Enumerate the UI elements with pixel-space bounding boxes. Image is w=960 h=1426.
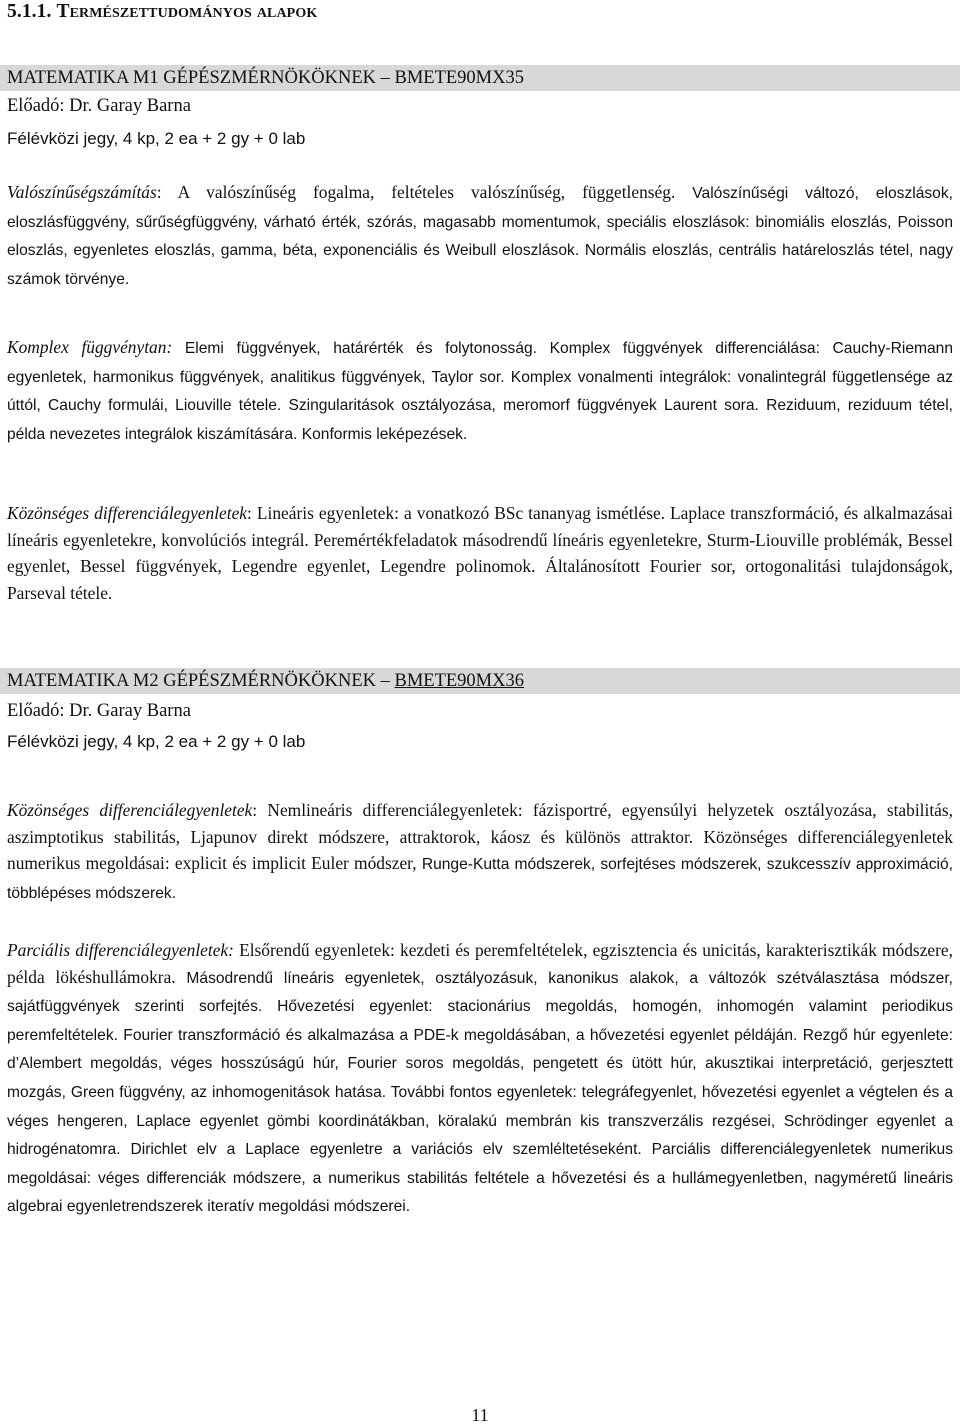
course-m2-credits: Félévközi jegy, 4 kp, 2 ea + 2 gy + 0 lab (7, 732, 306, 751)
course-m1-paragraph-ode: Közönséges differenciálegyenletek: Lineáris egyenletek: a vonatkozó BSc tananyag ismétlése. Laplace transzformáció, és alkalmazásai líneáris egyenletekre, konvolúciós integrál. Peremértékfeladatok másodrendű líneáris egyenletekre, Sturm-Liouville problémák, Bessel egyenlet, Bessel függvények, Legendre egyenlet, Legendre polinomok. Általánosított Fourier sor, ortogonalitási tulajdonságok, Parseval tétele. (7, 503, 954, 603)
topic-label: Közönséges differenciálegyenletek (7, 503, 248, 523)
paragraph-text: A valószínűség fogalma, feltételes valószínűség, függetlenség. (177, 182, 693, 202)
course-m1-paragraph-complex (7, 334, 953, 448)
paragraph-text-cont: Komplex függvények differenciálása: Cauchy-Riemann egyenletek, harmonikus függvények, analitikus függvények, Taylor sor. Komplex vonalmenti integrálok: vonalintegrál függetlensége az úttól, Cauchy formulái, Liouville tétele. Szingularitások osztályozása, meromorf függvények Laurent sora. Reziduum, reziduum tétel, példa nevezetes integrálok kiszámítására. Konformis leképezések. (7, 340, 954, 443)
paragraph-text-cont: Másodrendű líneáris egyenletek, osztályozásuk, kanonikus alakok, a változók szétválasztása módszer, sajátfüggvények szerinti sorfejtés. Hővezetési egyenlet: stacionárius megoldás, homogén, inhomogén valamint periodikus peremfeltételek. Fourier transzformáció és alkalmazása a PDE-k megoldásában, a hővezetési egyenlet példáján. Rezgő húr egyenlete: d’Alembert megoldás, véges hosszúságú húr, Fourier soros megoldás, pengetett és ütött húr, akusztikai interpretáció, gerjesztett mozgás, Green függvény, az inhomogenitások hatása. További fontos egyenletek: telegráfegyenlet, hővezetési egyenlet a végtelen és a véges hengeren, Laplace egyenlet gömbi koordinátákban, köralakú membrán kis transzverzális rezgései, Schrödinger egyenlet a hidrogénatomra. Dirichlet elv a Laplace egyenletre a variációs elv szemléltetéseként. Parciális differenciálegyenletek numerikus megoldásai: véges differenciák módszere, a numerikus stabilitás feltétele a hővezetési és a hullámegyenletben, nagyméretű lineáris algebrai egyenletrendszerek iteratív megoldási módszerei. (7, 969, 953, 1216)
lecturer-label: Előadó: Dr. (7, 96, 93, 116)
course-m2-title: MATEMATIKA M2 GÉPÉSZMÉRNÖKÖKNEK (7, 671, 376, 691)
lecturer-label: Előadó: Dr. (7, 701, 93, 721)
paragraph-text: Elemi függvények, határérték és folytonosság. (184, 340, 550, 357)
section-title: Természettudományos alapok (56, 1, 318, 22)
paragraph-text-cont: Laplace transzformáció, és alkalmazásai líneáris egyenletekre, konvolúciós integrál. Peremértékfeladatok másodrendű líneáris egyenletekre, Sturm-Liouville problémák, Bessel egyenlet, Bessel függvények, Legendre egyenlet, Legendre polinomok. Általánosított Fourier sor, ortogonalitási tulajdonságok, Parseval tétele. (7, 503, 954, 603)
section-heading (7, 1, 317, 23)
page-number: 11 (471, 1405, 489, 1425)
topic-label: Közönséges differenciálegyenletek (7, 800, 253, 820)
paragraph-text-cont: Runge-Kutta módszerek, sorfejtéses módszerek, szukcesszív approximáció, többlépéses módszerek. (7, 856, 954, 902)
course-m1-credits: Félévközi jegy, 4 kp, 2 ea + 2 gy + 0 lab (7, 129, 306, 148)
topic-label: Valószínűségszámítás (7, 182, 157, 202)
course-m1-title: MATEMATIKA M1 GÉPÉSZMÉRNÖKÖKNEK (7, 68, 376, 88)
topic-label: Komplex függvénytan: (7, 337, 173, 357)
course-m2-code: BMETE90MX36 (394, 671, 524, 691)
course-m1-paragraph-probability: Valószínűségszámítás: A valószínűség fogalma, feltételes valószínűség, függetlenség. Valószínűségi változó, eloszlások, eloszlásfüggvény, sűrűségfüggvény, várható érték, szórás, magasabb momentumok, speciális eloszlások: binomiális eloszlás, Poisson eloszlás, egyenletes eloszlás, gamma, béta, exponenciális és Weibull eloszlások. Normális eloszlás, centrális határeloszlás tétel, nagy számok törvénye. (7, 182, 953, 288)
course-m1-code: BMETE90MX35 (394, 68, 524, 88)
topic-label: Parciális differenciálegyenletek: (7, 940, 234, 960)
course-m2-paragraph-ode: Közönséges differenciálegyenletek: Nemlineáris differenciálegyenletek: fázisportré, egyensúlyi helyzetek osztályozása, stabilitás, aszimptotikus stabilitás, Ljapunov direkt módszere, attraktorok, káosz és különös attraktor. Közönséges differenciálegyenletek numerikus megoldásai: explicit és implicit Euler módszer, Runge-Kutta módszerek, sorfejtéses módszerek, szukcesszív approximáció, többlépéses módszerek. (7, 800, 954, 902)
paragraph-text: Lineáris egyenletek: a vonatkozó BSc tananyag ismétlése. (256, 503, 671, 523)
lecturer-name: Garay Barna (96, 701, 191, 721)
paragraph-text: Elsőrendű egyenletek: kezdeti és peremfeltételek, egzisztencia és unicitás, karakterisztikák módszere, példa lökéshullámokra. (7, 940, 953, 987)
paragraph-text: Nemlineáris differenciálegyenletek: fázisportré, egyensúlyi helyzetek osztályozása, stabilitás, aszimptotikus stabilitás, Ljapunov direkt módszere, attraktorok, káosz és különös attraktor. Közönséges differenciálegyenletek numerikus megoldásai: explicit és implicit Euler módszer, (7, 800, 954, 874)
course-m2-paragraph-pde (7, 937, 953, 1221)
paragraph-text-cont: Valószínűségi változó, eloszlások, eloszlásfüggvény, sűrűségfüggvény, várható érték, szórás, magasabb momentumok, speciális eloszlások: binomiális eloszlás, Poisson eloszlás, egyenletes eloszlás, gamma, béta, exponenciális és Weibull eloszlások. Normális eloszlás, centrális határeloszlás tétel, nagy számok törvénye. (7, 185, 953, 288)
lecturer-name: Garay Barna (96, 96, 191, 116)
course-m2-lecturer (7, 701, 191, 722)
course-m1-lecturer (7, 96, 191, 117)
section-number: 5.1.1. (7, 1, 52, 22)
course-m1-title-bar: MATEMATIKA M1 GÉPÉSZMÉRNÖKÖKNEK – BMETE90MX35 (0, 65, 960, 91)
course-m2-title-bar: MATEMATIKA M2 GÉPÉSZMÉRNÖKÖKNEK – BMETE90MX36 (0, 668, 960, 694)
